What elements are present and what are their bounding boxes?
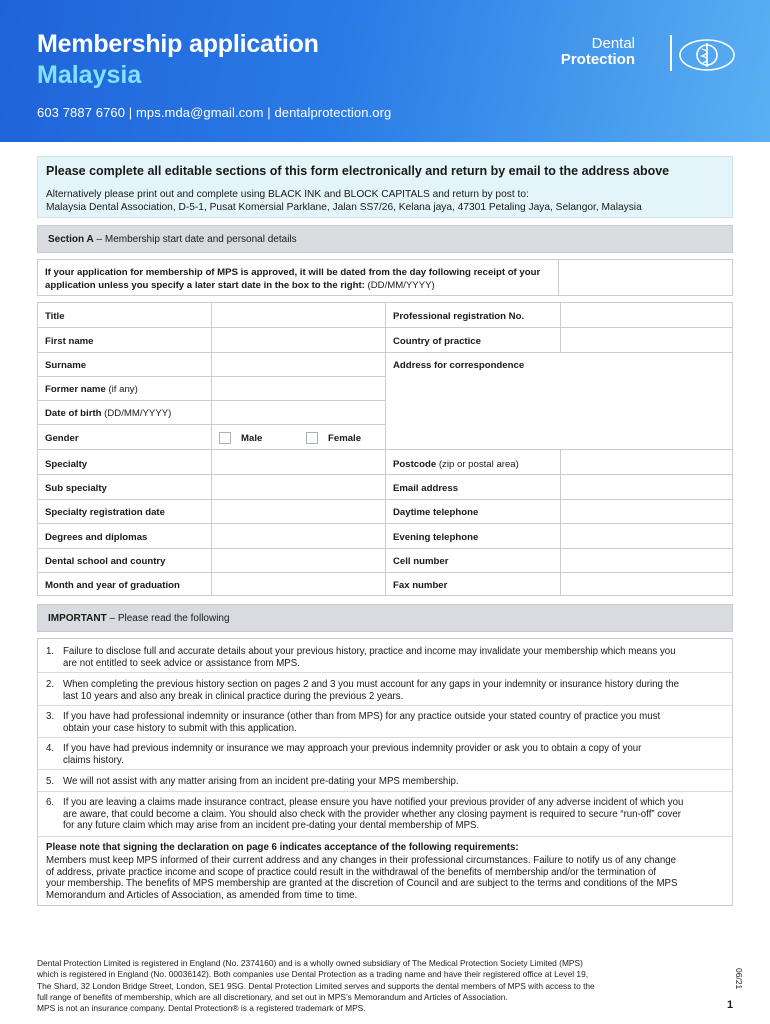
page-subtitle: Malaysia [37,61,142,89]
former-name-label [45,384,138,395]
specialty-label: Specialty [45,459,88,470]
important-label: IMPORTANT [48,613,107,624]
graduation-label: Month and year of graduation [45,580,180,591]
logo-text-line2: Protection [560,51,635,68]
daytime-phone-label: Daytime telephone [393,507,479,518]
logo-text-line1: Dental [591,35,635,52]
prof-reg-label: Professional registration No. [393,311,525,322]
list-item [46,711,722,734]
important-header [37,604,733,632]
evening-phone-input[interactable] [561,524,732,548]
dob-input[interactable] [212,401,384,424]
country-label: Country of practice [393,336,481,347]
start-date-label [45,266,555,292]
list-item-text: are not entitled to seek advice or assistance from MPS. [63,657,300,669]
declaration-line: Members must keep MPS informed of their current address and any changes in their professional circumstances. Failure to notify us of any change [46,855,676,866]
list-item-number: 5. [46,776,55,787]
first-name-label: First name [45,336,94,347]
row-line [38,424,385,425]
title-label: Title [45,311,65,322]
list-item-text: claims history. [63,754,124,766]
start-date-label-line2: application unless you specify a later start date in the box to the right: [45,280,365,291]
first-name-input[interactable] [212,328,384,352]
country-input[interactable] [561,328,732,352]
fax-number-label: Fax number [393,580,448,591]
contact-line: 603 7887 6760 | mps.mda@gmail.com | dentalprotection.org [37,105,392,120]
list-item-text: obtain your case history to submit with this application. [63,722,297,734]
postcode-text: Postcode [393,459,437,470]
footer-line: MPS is not an insurance company. Dental Protection® is a registered trademark of MPS. [37,1003,366,1014]
page-title: Membership application [37,30,319,58]
postcode-label [393,459,519,470]
list-item [46,776,722,788]
footer-line: which is registered in England (No. 00036142). Both companies use Dental Protection as a trading name and have their registered office at Level 19, [37,969,589,980]
evening-phone-label: Evening telephone [393,532,479,543]
section-a-title: – Membership start date and personal details [93,234,297,245]
legal-footer [37,958,657,1014]
list-divider [38,672,732,673]
start-date-divider [558,260,559,295]
instructions-box [37,156,733,218]
list-item-text: If you have had previous indemnity or insurance we may approach your previous indemnity provider or ask you to obtain a copy of your [63,743,642,754]
important-list [37,638,733,906]
list-divider [38,769,732,770]
list-item [46,679,722,702]
personal-details-form [37,302,733,596]
list-item-number: 2. [46,679,55,690]
specialty-input[interactable] [212,450,384,474]
specialty-reg-date-label: Specialty registration date [45,507,165,518]
gender-label: Gender [45,433,79,444]
degrees-input[interactable] [212,524,384,548]
list-divider [38,791,732,792]
start-date-input[interactable] [560,261,731,294]
dob-label [45,408,171,419]
list-divider [38,737,732,738]
specialty-reg-date-input[interactable] [212,500,384,523]
declaration-heading: Please note that signing the declaration on page 6 indicates acceptance of the following requirements: [46,842,519,853]
daytime-phone-input[interactable] [561,500,732,523]
surname-input[interactable] [212,353,384,376]
postcode-hint: (zip or postal area) [436,459,519,470]
important-title: – Please read the following [106,613,230,624]
former-name-text: Former name [45,384,106,395]
list-item-text: for any future claim which may arise from an incident pre-dating your dental membership of MPS. [63,820,480,831]
start-date-row [37,259,733,296]
list-item [46,743,722,766]
list-item-text: We will not assist with any matter arising from an incident pre-dating your MPS membership. [63,776,459,787]
list-item-text: When completing the previous history section on pages 2 and 3 you must account for any gaps in your indemnity or insurance history during the [63,679,680,690]
list-item-number: 4. [46,743,55,754]
female-checkbox[interactable] [306,432,318,444]
female-label: Female [328,433,362,444]
declaration-line: your membership. The benefits of MPS membership are granted at the discretion of Council and are subject to the terms and conditions of the MPS [46,878,678,890]
surname-label: Surname [45,360,87,371]
list-item-text: If you have had professional indemnity or insurance (other than from MPS) for any practice outside your stated country of practice you must [63,711,661,722]
email-label: Email address [393,483,459,494]
cell-number-input[interactable] [561,549,732,572]
footer-line: full range of benefits of membership, which are all discretionary, and set out in MPS’s Memorandum and Articles of Association. [37,991,508,1002]
cell-number-label: Cell number [393,556,449,567]
dob-hint: (DD/MM/YYYY) [101,408,172,419]
male-checkbox[interactable] [219,432,231,444]
former-name-hint: (if any) [105,384,138,395]
logo-emblem-icon [678,37,736,73]
declaration-line: Memorandum and Articles of Association, as amended from time to time. [46,889,358,901]
prof-reg-input[interactable] [561,303,732,327]
dental-school-label: Dental school and country [45,556,166,567]
page-number: 1 [727,999,734,1011]
graduation-input[interactable] [212,573,384,595]
postal-address: Malaysia Dental Association, D-5-1, Pusat Komersial Parklane, Jalan SS7/26, Kelana jaya, 47301 Petaling Jaya, Selangor, Malaysia [46,202,642,213]
former-name-input[interactable] [212,377,384,400]
list-item-number: 6. [46,797,55,808]
instructions-heading: Please complete all editable sections of this form electronically and return by email to the address above [46,164,670,178]
declaration-line: of address, private practice income and scope of practice could result in the withdrawal of the benefits of membership and/or the termination of [46,866,657,878]
start-date-format: (DD/MM/YYYY) [364,280,435,291]
header-banner [0,0,770,142]
footer-line: Dental Protection Limited is registered in England (No. 2374160) and is a wholly owned subsidiary of The Medical Protection Society Limited (MPS) [37,958,583,968]
list-divider [38,836,732,837]
degrees-label: Degrees and diplomas [45,532,148,543]
start-date-label-line1: If your application for membership of MPS is approved, it will be dated from the day following receipt of your [45,267,541,278]
fax-number-input[interactable] [561,573,732,595]
list-item-number: 3. [46,711,55,722]
sub-specialty-label: Sub specialty [45,483,107,494]
list-item-text: are aware, that could become a claim. You should also check with the provider whether any closing payment is required to secure “run-off” cover [63,808,681,820]
document-reference: 06/21 [734,968,744,990]
list-item-text: last 10 years and also any break in clinical practice during the previous 2 years. [63,690,404,702]
address-label: Address for correspondence [393,360,525,371]
declaration-text [46,855,726,901]
list-item [46,646,722,669]
row-line [385,352,732,353]
section-a-header [37,225,733,253]
sub-specialty-input[interactable] [212,475,384,499]
section-a-label: Section A [48,234,94,245]
logo-divider [670,35,672,71]
list-item-text: If you are leaving a claims made insurance contract, please ensure you have notified your previous provider of any adverse incident of which you [63,797,684,808]
list-divider [38,705,732,706]
address-input[interactable] [386,375,732,449]
footer-line: The Shard, 32 London Bridge Street, London, SE1 9SG. Dental Protection Limited serves and supports the dental members of MPS with access to the [37,980,595,991]
male-label: Male [241,433,263,444]
instructions-line: Alternatively please print out and complete using BLACK INK and BLOCK CAPITALS and return by post to: [46,189,529,200]
list-item [46,797,722,832]
list-item-text: Failure to disclose full and accurate details about your previous history, practice and income may invalidate your membership which means you [63,646,676,657]
title-input[interactable] [212,303,384,327]
dob-text: Date of birth [45,408,102,419]
email-input[interactable] [561,475,732,499]
dental-protection-logo [560,35,740,75]
dental-school-input[interactable] [212,549,384,572]
postcode-input[interactable] [561,450,732,474]
list-item-number: 1. [46,646,55,657]
